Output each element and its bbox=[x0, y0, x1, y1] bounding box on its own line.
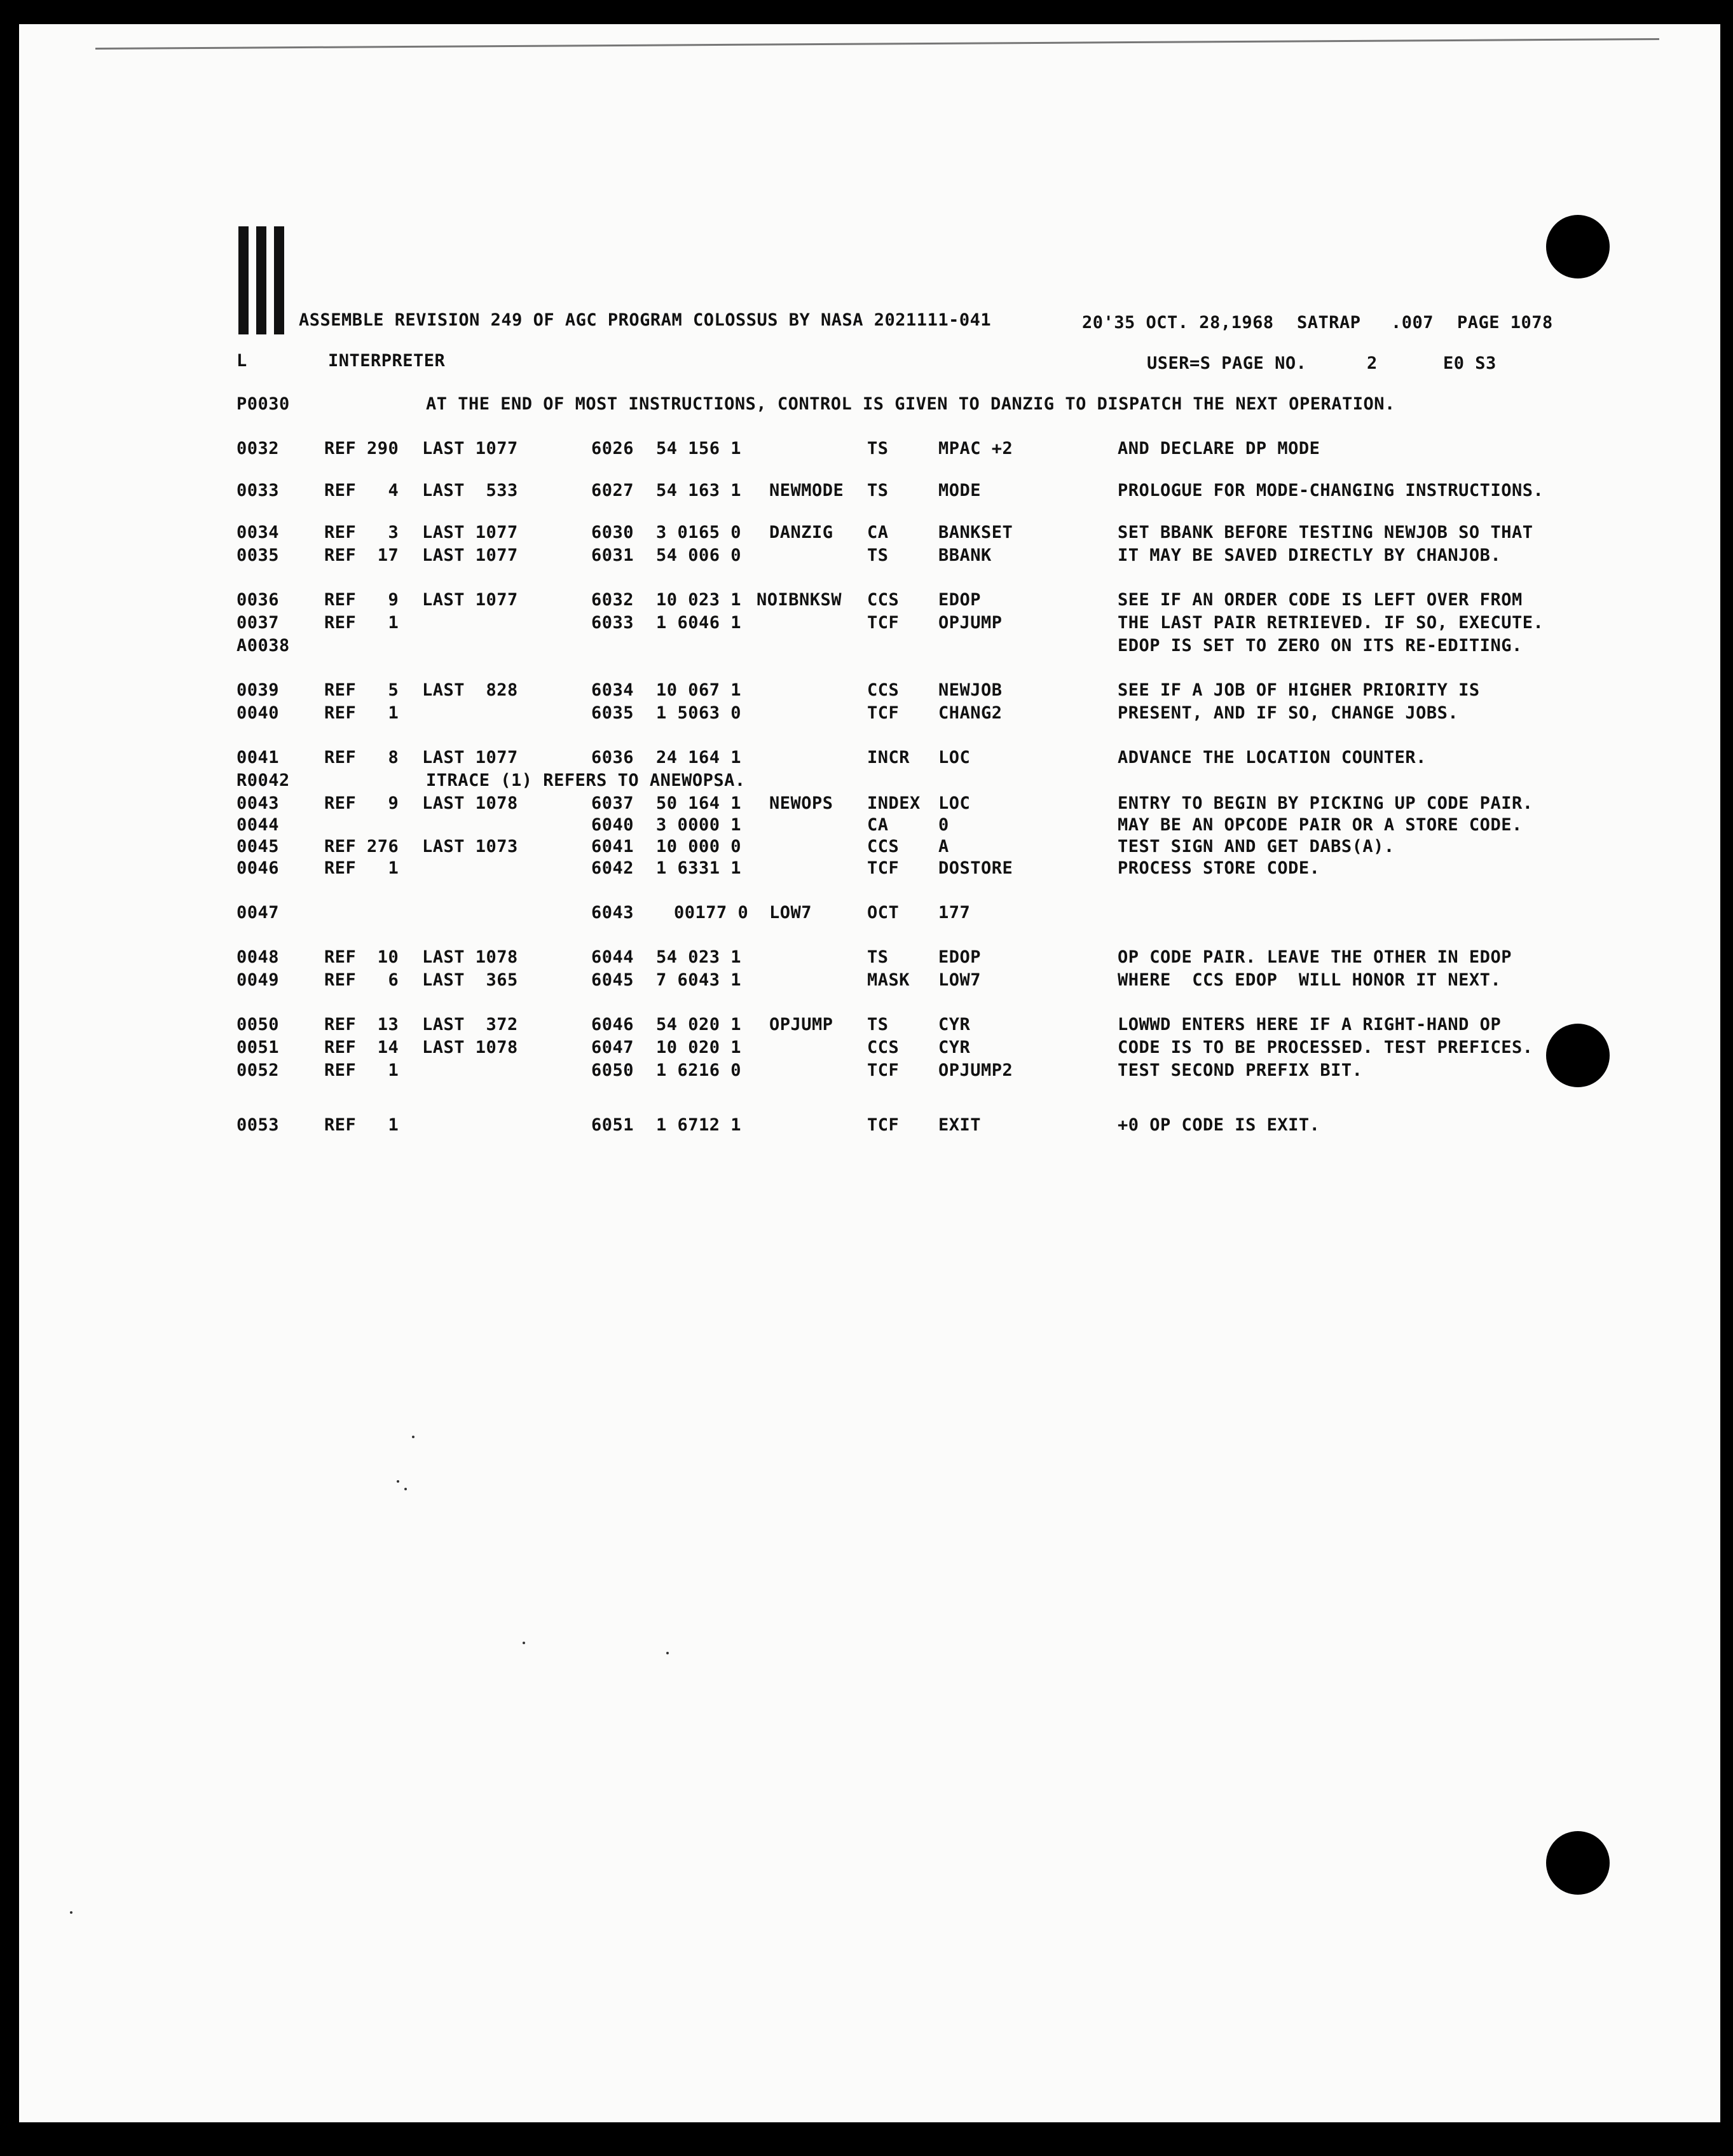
comment: PROCESS STORE CODE. bbox=[1118, 858, 1320, 878]
octal-word: 50 164 1 bbox=[656, 793, 742, 813]
symbol-label: NEWOPS bbox=[769, 793, 833, 813]
address: 6047 bbox=[591, 1038, 634, 1057]
opcode: TCF bbox=[867, 858, 900, 878]
line-number: 0043 bbox=[236, 793, 280, 813]
last-ref: LAST 1077 bbox=[422, 590, 518, 610]
comment: AND DECLARE DP MODE bbox=[1118, 439, 1320, 458]
operand: CYR bbox=[938, 1038, 971, 1057]
line-number: 0046 bbox=[236, 858, 280, 878]
operand: LOC bbox=[938, 748, 971, 767]
punch-hole-top bbox=[1546, 215, 1610, 278]
address: 6050 bbox=[591, 1061, 634, 1080]
opcode: TCF bbox=[867, 1061, 900, 1080]
opcode: TS bbox=[867, 546, 889, 565]
punch-hole-bottom bbox=[1546, 1831, 1610, 1895]
listing-line bbox=[19, 591, 1720, 613]
opcode: TCF bbox=[867, 703, 900, 723]
comment: ENTRY TO BEGIN BY PICKING UP CODE PAIR. bbox=[1118, 793, 1533, 813]
operand: BBANK bbox=[938, 546, 992, 565]
line-number: 0053 bbox=[236, 1115, 280, 1135]
operand: LOW7 bbox=[938, 970, 982, 990]
comment: +0 OP CODE IS EXIT. bbox=[1118, 1115, 1320, 1135]
address: 6030 bbox=[591, 523, 634, 542]
line-number: 0041 bbox=[236, 748, 280, 767]
ref-count: REF 10 bbox=[324, 947, 399, 967]
octal-word: 00177 0 bbox=[674, 903, 749, 923]
symbol-label: OPJUMP bbox=[769, 1015, 833, 1034]
octal-word: 54 023 1 bbox=[656, 947, 742, 967]
ref-count: REF 1 bbox=[324, 858, 399, 878]
listing-line bbox=[19, 547, 1720, 568]
line-number: 0052 bbox=[236, 1061, 280, 1080]
operand: 177 bbox=[938, 903, 971, 923]
comment: MAY BE AN OPCODE PAIR OR A STORE CODE. bbox=[1118, 815, 1523, 835]
comment: CODE IS TO BE PROCESSED. TEST PREFICES. bbox=[1118, 1038, 1533, 1057]
last-ref: LAST 533 bbox=[422, 481, 518, 500]
listing-line bbox=[19, 749, 1720, 771]
remark-text: ITRACE (1) REFERS TO ANEWOPSA. bbox=[426, 771, 746, 790]
scanned-page bbox=[19, 24, 1720, 2122]
listing-line bbox=[19, 482, 1720, 504]
ref-count: REF 9 bbox=[324, 793, 399, 813]
opcode: OCT bbox=[867, 903, 900, 923]
line-number: P0030 bbox=[236, 394, 290, 414]
operand: A bbox=[938, 837, 949, 856]
octal-word: 1 6216 0 bbox=[656, 1061, 742, 1080]
scan-speck bbox=[523, 1642, 525, 1644]
opcode: INDEX bbox=[867, 793, 921, 813]
comment: PRESENT, AND IF SO, CHANGE JOBS. bbox=[1118, 703, 1459, 723]
octal-word: 1 6046 1 bbox=[656, 613, 742, 633]
line-number: 0036 bbox=[236, 590, 280, 610]
last-ref: LAST 1077 bbox=[422, 523, 518, 542]
ref-count: REF 4 bbox=[324, 481, 399, 500]
address: 6035 bbox=[591, 703, 634, 723]
operand: EXIT bbox=[938, 1115, 982, 1135]
opcode: TCF bbox=[867, 613, 900, 633]
line-number: 0034 bbox=[236, 523, 280, 542]
listing-line bbox=[19, 795, 1720, 816]
last-ref: LAST 1073 bbox=[422, 837, 518, 856]
last-ref: LAST 1077 bbox=[422, 546, 518, 565]
operand: LOC bbox=[938, 793, 971, 813]
operand: CHANG2 bbox=[938, 703, 1003, 723]
operand: DOSTORE bbox=[938, 858, 1013, 878]
ref-count: REF 5 bbox=[324, 680, 399, 700]
line-number: 0049 bbox=[236, 970, 280, 990]
comment: PROLOGUE FOR MODE-CHANGING INSTRUCTIONS. bbox=[1118, 481, 1544, 500]
octal-word: 3 0000 1 bbox=[656, 815, 742, 835]
symbol-label: DANZIG bbox=[769, 523, 833, 542]
ref-count: REF 1 bbox=[324, 1115, 399, 1135]
scan-speck bbox=[666, 1652, 669, 1654]
address: 6037 bbox=[591, 793, 634, 813]
opcode: TS bbox=[867, 481, 889, 500]
opcode: CCS bbox=[867, 590, 900, 610]
comment: SEE IF AN ORDER CODE IS LEFT OVER FROM bbox=[1118, 590, 1523, 610]
symbol-label: NOIBNKSW bbox=[757, 590, 842, 610]
last-ref: LAST 1078 bbox=[422, 793, 518, 813]
ref-count: REF 17 bbox=[324, 546, 399, 565]
address: 6031 bbox=[591, 546, 634, 565]
remark-text: AT THE END OF MOST INSTRUCTIONS, CONTROL IS GIVEN TO DANZIG TO DISPATCH THE NEXT OPERATION. bbox=[426, 394, 1395, 414]
scan-speck bbox=[412, 1436, 414, 1438]
last-ref: LAST 1077 bbox=[422, 439, 518, 458]
listing-line bbox=[19, 682, 1720, 703]
listing-line bbox=[19, 637, 1720, 659]
operand: OPJUMP2 bbox=[938, 1061, 1013, 1080]
opcode: CCS bbox=[867, 837, 900, 856]
listing-line bbox=[19, 949, 1720, 970]
last-ref: LAST 1078 bbox=[422, 947, 518, 967]
operand: 0 bbox=[938, 815, 949, 835]
line-number: 0033 bbox=[236, 481, 280, 500]
ref-count: REF 1 bbox=[324, 613, 399, 633]
ref-count: REF 290 bbox=[324, 439, 399, 458]
address: 6046 bbox=[591, 1015, 634, 1034]
octal-word: 10 067 1 bbox=[656, 680, 742, 700]
address: 6043 bbox=[591, 903, 634, 923]
address: 6034 bbox=[591, 680, 634, 700]
opcode: CA bbox=[867, 523, 889, 542]
operand: EDOP bbox=[938, 590, 982, 610]
line-number: 0044 bbox=[236, 815, 280, 835]
operand: CYR bbox=[938, 1015, 971, 1034]
document-marker-bars bbox=[238, 226, 302, 334]
ref-count: REF 276 bbox=[324, 837, 399, 856]
octal-word: 24 164 1 bbox=[656, 748, 742, 767]
comment: SET BBANK BEFORE TESTING NEWJOB SO THAT bbox=[1118, 523, 1533, 542]
ref-count: REF 1 bbox=[324, 1061, 399, 1080]
opcode: TS bbox=[867, 1015, 889, 1034]
symbol-label: LOW7 bbox=[769, 903, 812, 923]
last-ref: LAST 828 bbox=[422, 680, 518, 700]
page-top-edge-line bbox=[95, 38, 1659, 50]
section-name: INTERPRETER bbox=[328, 351, 446, 371]
scan-speck bbox=[70, 1911, 72, 1914]
listing-line bbox=[19, 524, 1720, 546]
listing-timestamp: 20'35 OCT. 28,1968 bbox=[1082, 313, 1274, 333]
listing-line bbox=[19, 860, 1720, 881]
symbol-label: NEWMODE bbox=[769, 481, 844, 500]
user-page-label: USER=S PAGE NO. bbox=[1147, 354, 1307, 373]
opcode: CA bbox=[867, 815, 889, 835]
operand: EDOP bbox=[938, 947, 982, 967]
operand: MODE bbox=[938, 481, 982, 500]
octal-word: 1 6331 1 bbox=[656, 858, 742, 878]
user-page-number: 2 bbox=[1367, 354, 1378, 373]
page-number: PAGE 1078 bbox=[1457, 313, 1553, 333]
last-ref: LAST 365 bbox=[422, 970, 518, 990]
ref-count: REF 6 bbox=[324, 970, 399, 990]
octal-word: 3 0165 0 bbox=[656, 523, 742, 542]
ref-count: REF 1 bbox=[324, 703, 399, 723]
listing-line bbox=[19, 440, 1720, 462]
address: 6032 bbox=[591, 590, 634, 610]
listing-line bbox=[19, 816, 1720, 838]
opcode: MASK bbox=[867, 970, 910, 990]
comment: ADVANCE THE LOCATION COUNTER. bbox=[1118, 748, 1427, 767]
octal-word: 54 163 1 bbox=[656, 481, 742, 500]
eo-marker: E0 S3 bbox=[1443, 354, 1497, 373]
scan-speck bbox=[404, 1488, 407, 1490]
listing-line bbox=[19, 904, 1720, 926]
line-number: R0042 bbox=[236, 771, 290, 790]
operand: BANKSET bbox=[938, 523, 1013, 542]
listing-line bbox=[19, 704, 1720, 726]
address: 6045 bbox=[591, 970, 634, 990]
line-number: 0037 bbox=[236, 613, 280, 633]
address: 6044 bbox=[591, 947, 634, 967]
comment: EDOP IS SET TO ZERO ON ITS RE-EDITING. bbox=[1118, 636, 1523, 656]
opcode: TS bbox=[867, 947, 889, 967]
last-ref: LAST 372 bbox=[422, 1015, 518, 1034]
last-ref: LAST 1078 bbox=[422, 1038, 518, 1057]
satrap-label: SATRAP bbox=[1297, 313, 1361, 333]
opcode: CCS bbox=[867, 1038, 900, 1057]
comment: TEST SECOND PREFIX BIT. bbox=[1118, 1061, 1363, 1080]
address: 6041 bbox=[591, 837, 634, 856]
line-number: 0051 bbox=[236, 1038, 280, 1057]
octal-word: 7 6043 1 bbox=[656, 970, 742, 990]
ref-count: REF 14 bbox=[324, 1038, 399, 1057]
octal-word: 10 020 1 bbox=[656, 1038, 742, 1057]
line-number: 0045 bbox=[236, 837, 280, 856]
opcode: CCS bbox=[867, 680, 900, 700]
operand: NEWJOB bbox=[938, 680, 1003, 700]
listing-line bbox=[19, 1016, 1720, 1038]
octal-word: 10 023 1 bbox=[656, 590, 742, 610]
listing-line bbox=[19, 772, 1720, 793]
operand: MPAC +2 bbox=[938, 439, 1013, 458]
octal-word: 1 5063 0 bbox=[656, 703, 742, 723]
line-number: 0035 bbox=[236, 546, 280, 565]
line-number: A0038 bbox=[236, 636, 290, 656]
address: 6051 bbox=[591, 1115, 634, 1135]
line-number: 0039 bbox=[236, 680, 280, 700]
octal-word: 54 156 1 bbox=[656, 439, 742, 458]
opcode: INCR bbox=[867, 748, 910, 767]
line-number: 0048 bbox=[236, 947, 280, 967]
address: 6042 bbox=[591, 858, 634, 878]
address: 6036 bbox=[591, 748, 634, 767]
line-number: 0050 bbox=[236, 1015, 280, 1034]
scan-speck bbox=[397, 1480, 399, 1483]
octal-word: 54 020 1 bbox=[656, 1015, 742, 1034]
listing-line bbox=[19, 614, 1720, 636]
opcode: TCF bbox=[867, 1115, 900, 1135]
comment: IT MAY BE SAVED DIRECTLY BY CHANJOB. bbox=[1118, 546, 1502, 565]
ref-count: REF 9 bbox=[324, 590, 399, 610]
opcode: TS bbox=[867, 439, 889, 458]
address: 6027 bbox=[591, 481, 634, 500]
comment: OP CODE PAIR. LEAVE THE OTHER IN EDOP bbox=[1118, 947, 1512, 967]
satrap-code: .007 bbox=[1391, 313, 1434, 333]
section-letter: L bbox=[236, 351, 247, 371]
comment: WHERE CCS EDOP WILL HONOR IT NEXT. bbox=[1118, 970, 1502, 990]
listing-line bbox=[19, 1116, 1720, 1138]
ref-count: REF 13 bbox=[324, 1015, 399, 1034]
listing-line bbox=[19, 972, 1720, 993]
comment: TEST SIGN AND GET DABS(A). bbox=[1118, 837, 1395, 856]
address: 6026 bbox=[591, 439, 634, 458]
line-number: 0040 bbox=[236, 703, 280, 723]
address: 6033 bbox=[591, 613, 634, 633]
last-ref: LAST 1077 bbox=[422, 748, 518, 767]
octal-word: 10 000 0 bbox=[656, 837, 742, 856]
address: 6040 bbox=[591, 815, 634, 835]
listing-line bbox=[19, 395, 1720, 417]
comment: LOWWD ENTERS HERE IF A RIGHT-HAND OP bbox=[1118, 1015, 1502, 1034]
line-number: 0032 bbox=[236, 439, 280, 458]
ref-count: REF 3 bbox=[324, 523, 399, 542]
listing-line bbox=[19, 1062, 1720, 1083]
listing-line bbox=[19, 838, 1720, 860]
comment: THE LAST PAIR RETRIEVED. IF SO, EXECUTE. bbox=[1118, 613, 1544, 633]
octal-word: 1 6712 1 bbox=[656, 1115, 742, 1135]
line-number: 0047 bbox=[236, 903, 280, 923]
operand: OPJUMP bbox=[938, 613, 1003, 633]
listing-title: ASSEMBLE REVISION 249 OF AGC PROGRAM COLOSSUS BY NASA 2021111-041 bbox=[299, 310, 992, 330]
octal-word: 54 006 0 bbox=[656, 546, 742, 565]
ref-count: REF 8 bbox=[324, 748, 399, 767]
comment: SEE IF A JOB OF HIGHER PRIORITY IS bbox=[1118, 680, 1480, 700]
listing-line bbox=[19, 1039, 1720, 1061]
